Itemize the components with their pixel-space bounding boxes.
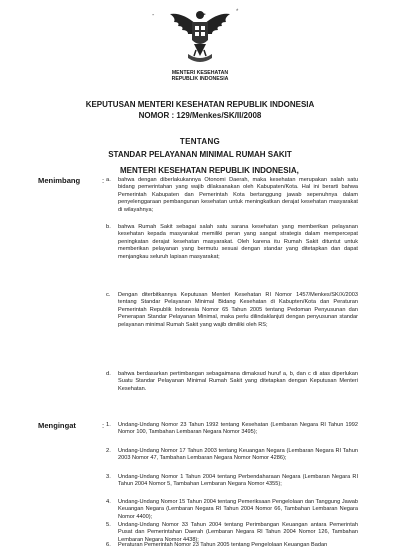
ministry-line-1: MENTERI KESEHATAN <box>171 70 229 76</box>
mengingat-marker-2: 2. <box>106 448 111 454</box>
garuda-emblem-icon <box>166 6 234 70</box>
decree-about-label: TENTANG <box>179 137 221 146</box>
mengingat-marker-4: 4. <box>106 499 111 505</box>
mengingat-item-4: Undang-Undang Nomor 15 Tahun 2004 tentang Pemeriksaan Pengelolaan dan Tanggung Jawab Keuangan Negara (Lembaran Negara RI Tahun 2004 Nomor 66, Tambahan Lembaran Negara Nomor 4400); <box>118 499 358 520</box>
decree-number: NOMOR : 129/Menkes/SK/II/2008 <box>138 111 262 120</box>
mengingat-marker-6: 6. <box>106 542 111 548</box>
mengingat-item-1: Undang-Undang Nomor 23 Tahun 1992 tentang Kesehatan (Lembaran Negara RI Tahun 1992 Nomor 100, Tambahan Lembaran Negara Nomor 3495); <box>118 422 358 436</box>
menimbang-colon: : <box>102 176 105 185</box>
menimbang-marker-a: a. <box>106 177 111 183</box>
mengingat-marker-5: 5. <box>106 522 111 528</box>
margin-mark-left: - <box>152 12 155 19</box>
ministry-caption <box>0 70 400 82</box>
menimbang-marker-c: c. <box>106 292 111 298</box>
menimbang-marker-b: b. <box>106 224 111 230</box>
menimbang-label: Menimbang <box>38 176 81 185</box>
mengingat-marker-3: 3. <box>106 474 111 480</box>
menimbang-item-a: bahwa dengan diberlakukannya Otonomi Daerah, maka kesehatan merupakan salah satu bidang pemerintahan yang wajib dilaksanakan oleh Kabupaten/Kota. Hal ini berarti bahwa Pemerintah Kabupaten dan Pemerintah Kota bertanggung jawab sepenuhnya dalam penyelenggaraan pembangunan kesehatan untuk meningkatkan derajat kesehatan masyarakat di wilayahnya; <box>118 177 358 213</box>
decree-subject: STANDAR PELAYANAN MINIMAL RUMAH SAKIT <box>108 150 292 159</box>
mengingat-item-2: Undang-Undang Nomor 17 Tahun 2003 tentang Keuangan Negara (Lembaran Negara RI Tahun 2003 Nomor 47, Tambahan Lembaran Negara Nomor Nomor 4286); <box>118 448 358 462</box>
menimbang-item-b: bahwa Rumah Sakit sebagai salah satu sarana kesehatan yang memberikan pelayanan kesehatan kepada masyarakat memiliki peran yang sangat strategis dalam mempercepat peningkatan derajat kesehatan masyarakat. Oleh karena itu Rumah Sakit dituntut untuk memberikan pelayanan yang bermutu sesuai dengan standar yang ditetapkan dan dapat menjangkau seluruh lapisan masyarakat; <box>118 224 358 260</box>
minister-heading: MENTERI KESEHATAN REPUBLIK INDONESIA, <box>120 166 299 175</box>
mengingat-item-3: Undang-Undang Nomor 1 Tahun 2004 tentang Perbendaharaan Negara (Lembaran Negara RI Tahun 2004 Nomor 5, Tambahan Lembaran Negara Nomor 4355); <box>118 474 358 488</box>
mengingat-colon: : <box>102 421 105 430</box>
menimbang-item-c: Dengan diterbitkannya Keputusan Menteri Kesehatan RI Nomor 1457/Menkes/SK/X/2003 tentang Standar Pelayanan Minimal Bidang Kesehatan di Kabupten/Kota dan Peraturan Pemerintah Republik Indonesia Nomor 65 Tahun 2005 tentang Pedoman Penyusunan dan Penerapan Standar Pelayanan Minimal, maka perlu dilindaklanjuti dengan penyusunan standar pelayanan minimal Rumah Sakit yang wajib dimiliki oleh RS; <box>118 292 358 328</box>
mengingat-item-6: Peraturan Pemerintah Nomor 23 Tahun 2005 tentang Pengelolaan Keuangan Badan <box>118 542 328 548</box>
mengingat-marker-1: 1. <box>106 422 111 428</box>
mengingat-label: Mengingat <box>38 421 76 430</box>
menimbang-marker-d: d. <box>106 371 111 377</box>
garuda-emblem-svg <box>166 6 234 70</box>
mengingat-item-5: Undang-Undang Nomor 33 Tahun 2004 tentang Perimbangan Keuangan antara Pemerintah Pusat dan Pemerintahan Daerah (Lembaran Negara RI Tahun 2004 Nomor 126, Tambahan Lembaran Negara Nomor 4438); <box>118 522 358 543</box>
menimbang-item-d: bahwa berdasarkan pertimbangan sebagaimana dimaksud huruf a, b, dan c di atas diperlukan Suatu Standar Pelayanan Minimal Rumah Sakit yang ditetapkan dengan Keputusan Menteri Kesehatan. <box>118 371 358 392</box>
decree-title: KEPUTUSAN MENTERI KESEHATAN REPUBLIK INDONESIA <box>85 100 315 109</box>
margin-mark-right: * <box>236 9 239 15</box>
ministry-line-2: REPUBLIK INDONESIA <box>171 76 229 82</box>
